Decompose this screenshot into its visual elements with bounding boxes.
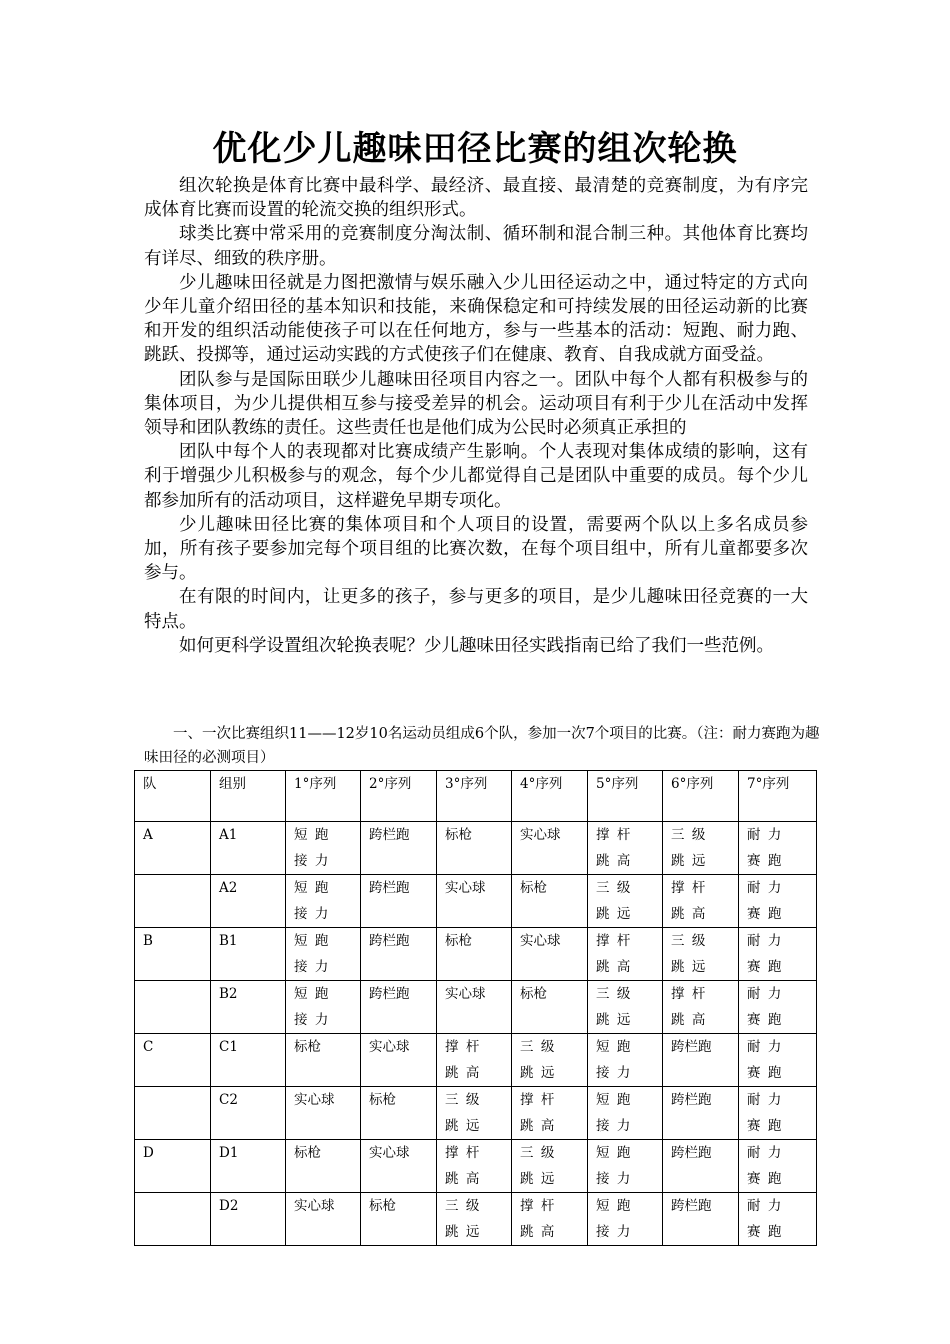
- table-cell: 实心球: [512, 928, 588, 981]
- table-cell: B1: [211, 928, 286, 981]
- table-row: [135, 875, 817, 928]
- table-cell: 短跑接力: [286, 928, 361, 981]
- table-cell: C1: [211, 1034, 286, 1087]
- table-cell: 标枪: [512, 875, 588, 928]
- paragraph: 在有限的时间内，让更多的孩子，参与更多的项目，是少儿趣味田径竞赛的一大特点。: [144, 587, 808, 632]
- table-cell: 短跑接力: [286, 981, 361, 1034]
- table-cell: [135, 981, 211, 1034]
- paragraph: 团队参与是国际田联少儿趣味田径项目内容之一。团队中每个人都有积极参与的集体项目，为少儿提供相互参与接受差异的机会。运动项目有利于少儿在活动中发挥领导和团队教练的责任。这些责任也是他们成为公民时必须真正承担的: [144, 369, 808, 439]
- paragraph: 团队中每个人的表现都对比赛成绩产生影响。个人表现对集体成绩的影响，这有利于增强少儿积极参与的观念，每个少儿都觉得自己是团队中重要的成员。每个少儿都参加所有的活动项目，这样避免早期专项化。: [144, 442, 808, 511]
- table-cell: 短跑接力: [588, 1140, 663, 1193]
- table-cell: 撑杆跳高: [437, 1140, 512, 1193]
- table-cell: 耐力赛跑: [739, 1140, 817, 1193]
- table-cell: C: [135, 1034, 211, 1087]
- table-header-cell: 2°序列: [361, 771, 437, 822]
- table-cell: 三级跳远: [437, 1087, 512, 1140]
- table-cell: 短跑接力: [588, 1034, 663, 1087]
- table-cell: 三级跳远: [588, 981, 663, 1034]
- table-cell: 撑杆跳高: [512, 1193, 588, 1246]
- table-cell: 实心球: [361, 1140, 437, 1193]
- table-header-cell: 7°序列: [739, 771, 817, 822]
- table-row: [135, 981, 817, 1034]
- table-cell: 撑杆跳高: [437, 1034, 512, 1087]
- paragraph: 如何更科学设置组次轮换表呢？少儿趣味田径实践指南已给了我们一些范例。: [179, 635, 774, 656]
- table-cell: 三级跳远: [663, 928, 739, 981]
- table-cell: D1: [211, 1140, 286, 1193]
- table-cell: 跨栏跑: [663, 1034, 739, 1087]
- table-cell: D: [135, 1140, 211, 1193]
- table-cell: 跨栏跑: [663, 1087, 739, 1140]
- table-cell: 三级跳远: [588, 875, 663, 928]
- table-cell: 耐力赛跑: [739, 981, 817, 1034]
- table-header-cell: 5°序列: [588, 771, 663, 822]
- table-header-cell: 6°序列: [663, 771, 739, 822]
- table-cell: 撑杆跳高: [663, 875, 739, 928]
- table-cell: 跨栏跑: [361, 875, 437, 928]
- table-cell: 短跑接力: [588, 1087, 663, 1140]
- table-cell: 耐力赛跑: [739, 822, 817, 875]
- table-cell: 标枪: [361, 1087, 437, 1140]
- table-caption: 一、一次比赛组织11——12岁10名运动员组成6个队，参加一次7个项目的比赛。（注：耐力赛跑为趣味田径的必测项目）: [144, 726, 820, 766]
- table-cell: A: [135, 822, 211, 875]
- body-text: [144, 174, 808, 658]
- table-cell: 耐力赛跑: [739, 1034, 817, 1087]
- table-cell: [135, 1087, 211, 1140]
- table-row: [135, 1140, 817, 1193]
- table-cell: 短跑接力: [286, 822, 361, 875]
- table-cell: [135, 875, 211, 928]
- table-cell: A1: [211, 822, 286, 875]
- table-cell: 跨栏跑: [361, 928, 437, 981]
- table-cell: 耐力赛跑: [739, 1193, 817, 1246]
- paragraph: 组次轮换是体育比赛中最科学、最经济、最直接、最清楚的竞赛制度，为有序完成体育比赛而设置的轮流交换的组织形式。: [144, 176, 808, 221]
- table-cell: [135, 1193, 211, 1246]
- table-cell: 撑杆跳高: [663, 981, 739, 1034]
- table-row: [135, 1087, 817, 1140]
- table-cell: 跨栏跑: [663, 1193, 739, 1246]
- paragraph: 少儿趣味田径就是力图把激情与娱乐融入少儿田径运动之中，通过特定的方式向少年儿童介绍田径的基本知识和技能，来确保稳定和可持续发展的田径运动新的比赛和开发的组织活动能使孩子可以在任何地方，参与一些基本的活动：短跑、耐力跑、跳跃、投掷等，通过运动实践的方式使孩子们在健康、教育、自我成就方面受益。: [144, 272, 808, 366]
- table-cell: 实心球: [286, 1193, 361, 1246]
- table-cell: 实心球: [437, 981, 512, 1034]
- table-row: [135, 822, 817, 875]
- table-header-cell: 4°序列: [512, 771, 588, 822]
- table-row: [135, 928, 817, 981]
- table-cell: B: [135, 928, 211, 981]
- table-cell: 短跑接力: [588, 1193, 663, 1246]
- table-cell: 实心球: [512, 822, 588, 875]
- table-cell: 耐力赛跑: [739, 875, 817, 928]
- table-cell: 跨栏跑: [361, 981, 437, 1034]
- table-cell: D2: [211, 1193, 286, 1246]
- paragraph: 球类比赛中常采用的竞赛制度分淘汰制、循环制和混合制三种。其他体育比赛均有详尽、细致的秩序册。: [144, 224, 808, 269]
- table-cell: 三级跳远: [512, 1140, 588, 1193]
- table-cell: 实心球: [286, 1087, 361, 1140]
- table-row: [135, 1193, 817, 1246]
- table-header-cell: 队: [135, 771, 211, 822]
- table-row: [135, 1034, 817, 1087]
- table-cell: B2: [211, 981, 286, 1034]
- table-cell: A2: [211, 875, 286, 928]
- table-cell: 标枪: [286, 1140, 361, 1193]
- table-header-cell: 3°序列: [437, 771, 512, 822]
- table-header-cell: 组别: [211, 771, 286, 822]
- table-cell: 三级跳远: [663, 822, 739, 875]
- table-cell: 撑杆跳高: [588, 822, 663, 875]
- table-cell: 标枪: [437, 928, 512, 981]
- table-header-cell: 1°序列: [286, 771, 361, 822]
- table-cell: 标枪: [286, 1034, 361, 1087]
- table-cell: 标枪: [437, 822, 512, 875]
- table-cell: 撑杆跳高: [512, 1087, 588, 1140]
- table-cell: 标枪: [512, 981, 588, 1034]
- table-cell: 实心球: [437, 875, 512, 928]
- table-cell: 耐力赛跑: [739, 928, 817, 981]
- page-title: 优化少儿趣味田径比赛的组次轮换: [212, 129, 738, 169]
- rotation-table: [134, 770, 817, 1246]
- table-cell: 跨栏跑: [663, 1140, 739, 1193]
- table-cell: 耐力赛跑: [739, 1087, 817, 1140]
- table-cell: 实心球: [361, 1034, 437, 1087]
- table-cell: 撑杆跳高: [588, 928, 663, 981]
- table-header-row: [135, 771, 817, 822]
- table-cell: 三级跳远: [437, 1193, 512, 1246]
- table-cell: 跨栏跑: [361, 822, 437, 875]
- paragraph: 少儿趣味田径比赛的集体项目和个人项目的设置，需要两个队以上多名成员参加，所有孩子要参加完每个项目组的比赛次数，在每个项目组中，所有儿童都要多次参与。: [144, 514, 808, 584]
- table-cell: 标枪: [361, 1193, 437, 1246]
- table-cell: 三级跳远: [512, 1034, 588, 1087]
- table-cell: 短跑接力: [286, 875, 361, 928]
- table-cell: C2: [211, 1087, 286, 1140]
